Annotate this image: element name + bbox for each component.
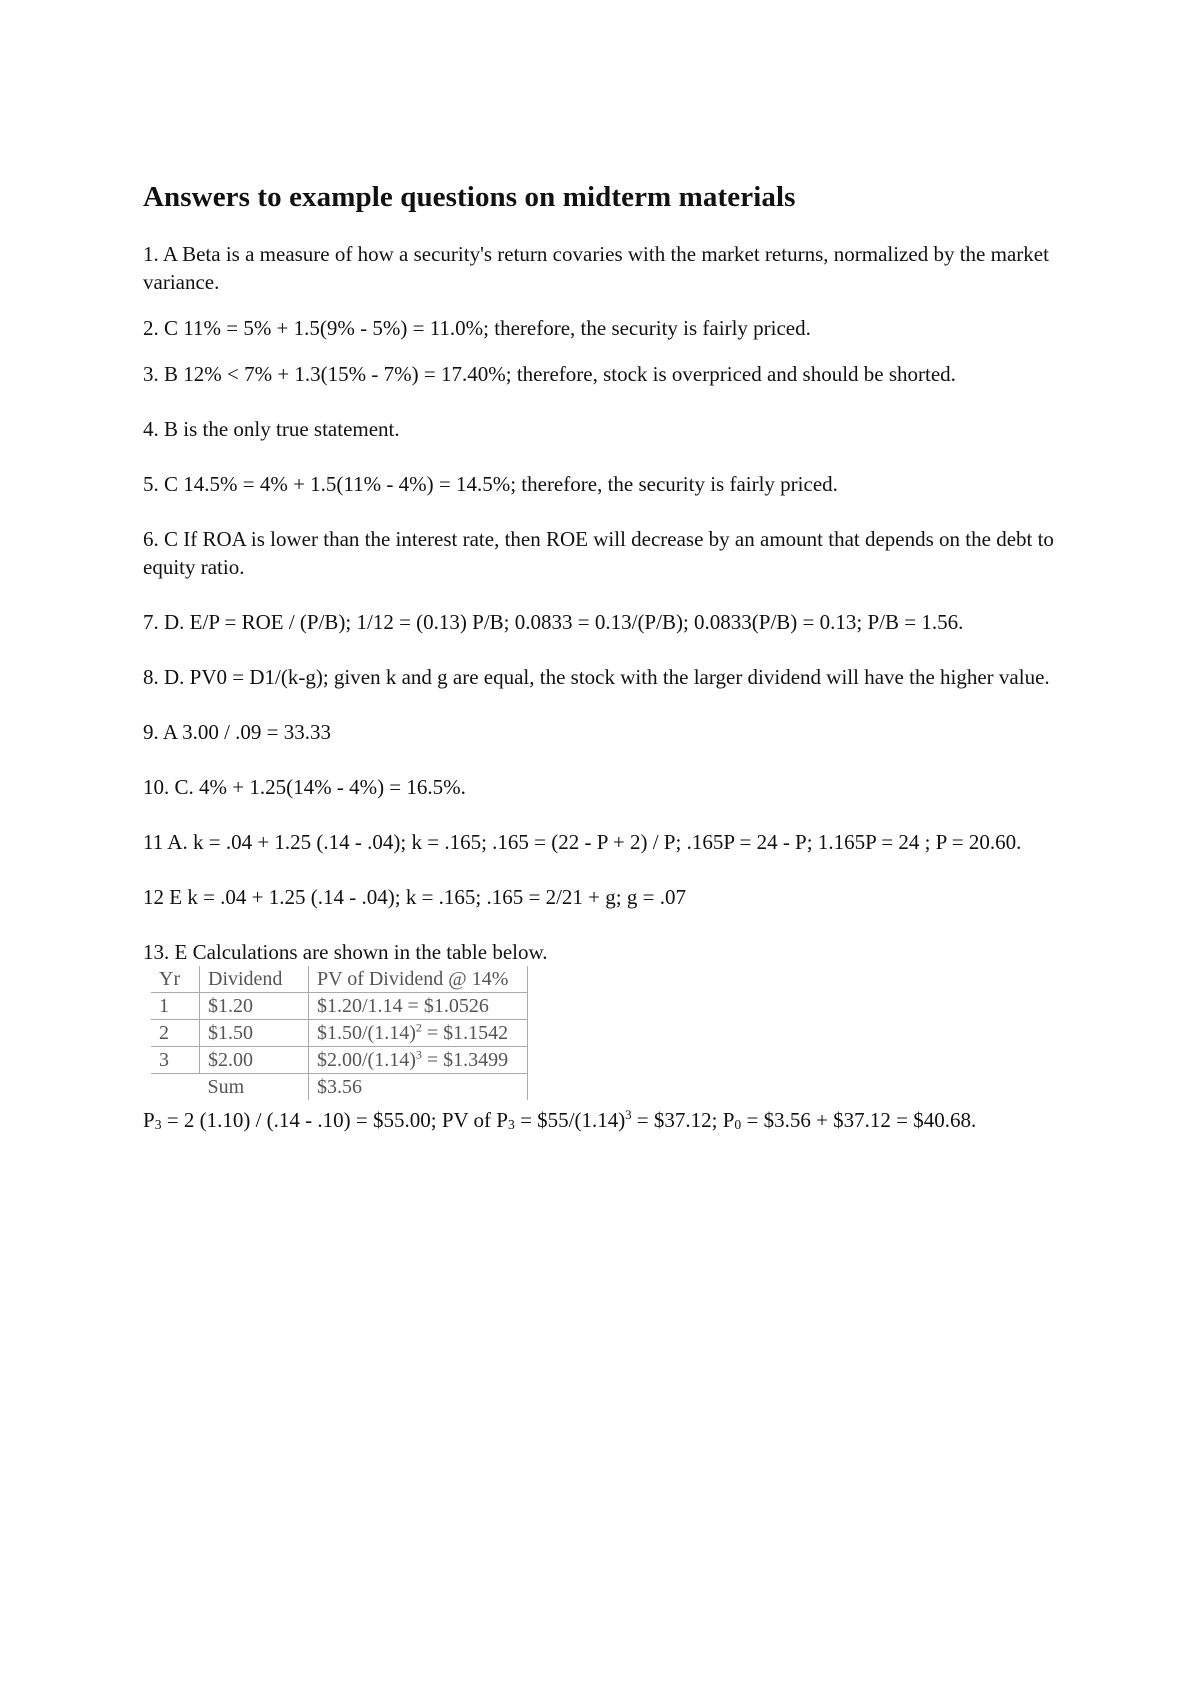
table-header-row bbox=[151, 966, 528, 993]
cell-sum-value: $3.56 bbox=[309, 1074, 528, 1101]
final-part-4: = $37.12; bbox=[631, 1108, 723, 1132]
cell-yr: 3 bbox=[151, 1047, 200, 1074]
p0-symbol: P bbox=[722, 1108, 735, 1132]
cell-pv-result: = $1.3499 bbox=[421, 1049, 509, 1071]
cell-pv-text: $1.50/(1.14) bbox=[317, 1022, 416, 1044]
answer-11: 11 A. k = .04 + 1.25 (.14 - .04); k = .165; .165 = (22 - P + 2) / P; .165P = 24 - P; 1.165P = 24 ; P = 20.60. bbox=[143, 830, 1022, 854]
answer-13: 13. E Calculations are shown in the table below. bbox=[143, 940, 548, 964]
p0-subscript: 0 bbox=[734, 1117, 742, 1133]
header-dividend: Dividend bbox=[200, 966, 309, 993]
document-page bbox=[143, 178, 1073, 1155]
cell-yr: 1 bbox=[151, 993, 200, 1020]
cell-yr-empty bbox=[151, 1074, 200, 1101]
answer-8: 8. D. PV0 = D1/(k-g); given k and g are equal, the stock with the larger dividend will have the higher value. bbox=[143, 665, 1050, 689]
answer-6: 6. C If ROA is lower than the interest rate, then ROE will decrease by an amount that depends on the debt to equity ratio. bbox=[143, 527, 1054, 579]
answer-2: 2. C 11% = 5% + 1.5(9% - 5%) = 11.0%; therefore, the security is fairly priced. bbox=[143, 316, 811, 340]
answer-3: 3. B 12% < 7% + 1.3(15% - 7%) = 17.40%; therefore, stock is overpriced and should be shorted. bbox=[143, 362, 956, 386]
table-sum-row bbox=[151, 1074, 528, 1101]
answer-13-final-calculation bbox=[143, 1106, 1073, 1134]
cell-dividend: $1.50 bbox=[200, 1020, 309, 1047]
cell-yr: 2 bbox=[151, 1020, 200, 1047]
answer-9: 9. A 3.00 / .09 = 33.33 bbox=[143, 720, 332, 744]
cell-pv bbox=[309, 1020, 528, 1047]
table-row bbox=[151, 993, 528, 1020]
header-pv: PV of Dividend @ 14% bbox=[309, 966, 528, 993]
table-row bbox=[151, 1047, 528, 1074]
cell-dividend: $1.20 bbox=[200, 993, 309, 1020]
page-title: Answers to example questions on midterm materials bbox=[143, 181, 796, 213]
table-row bbox=[151, 1020, 528, 1047]
final-part-3: = $55/(1.14) bbox=[514, 1108, 626, 1132]
cell-pv bbox=[309, 1047, 528, 1074]
answer-5: 5. C 14.5% = 4% + 1.5(11% - 4%) = 14.5%; therefore, the security is fairly priced. bbox=[143, 472, 838, 496]
final-exponent: 3 bbox=[625, 1108, 632, 1122]
cell-sum-label: Sum bbox=[200, 1074, 309, 1101]
answer-10: 10. C. 4% + 1.25(14% - 4%) = 16.5%. bbox=[143, 775, 466, 799]
p3-subscript: 3 bbox=[154, 1117, 162, 1133]
cell-pv-result: = $1.1542 bbox=[421, 1022, 509, 1044]
answer-12: 12 E k = .04 + 1.25 (.14 - .04); k = .165; .165 = 2/21 + g; g = .07 bbox=[143, 885, 686, 909]
cell-pv-text: $1.20/1.14 = $1.0526 bbox=[317, 995, 489, 1017]
header-yr: Yr bbox=[151, 966, 200, 993]
cell-pv-exponent: 2 bbox=[415, 1020, 422, 1035]
cell-pv-exponent: 3 bbox=[415, 1047, 422, 1062]
p3-symbol: P bbox=[143, 1108, 155, 1132]
final-part-1: = 2 (1.10) / (.14 - .10) = $55.00; PV of bbox=[161, 1108, 497, 1132]
final-part-5: = $3.56 + $37.12 = $40.68. bbox=[741, 1108, 977, 1132]
p3-symbol-2: P bbox=[496, 1108, 508, 1132]
answer-1: 1. A Beta is a measure of how a security's return covaries with the market returns, normalized by the market variance. bbox=[143, 242, 1049, 294]
dividend-table bbox=[151, 966, 528, 1100]
cell-pv bbox=[309, 993, 528, 1020]
answer-4: 4. B is the only true statement. bbox=[143, 417, 400, 441]
p3-subscript-2: 3 bbox=[507, 1117, 515, 1133]
answer-7: 7. D. E/P = ROE / (P/B); 1/12 = (0.13) P/B; 0.0833 = 0.13/(P/B); 0.0833(P/B) = 0.13; P/B = 1.56. bbox=[143, 610, 964, 634]
cell-dividend: $2.00 bbox=[200, 1047, 309, 1074]
cell-pv-text: $2.00/(1.14) bbox=[317, 1049, 416, 1071]
